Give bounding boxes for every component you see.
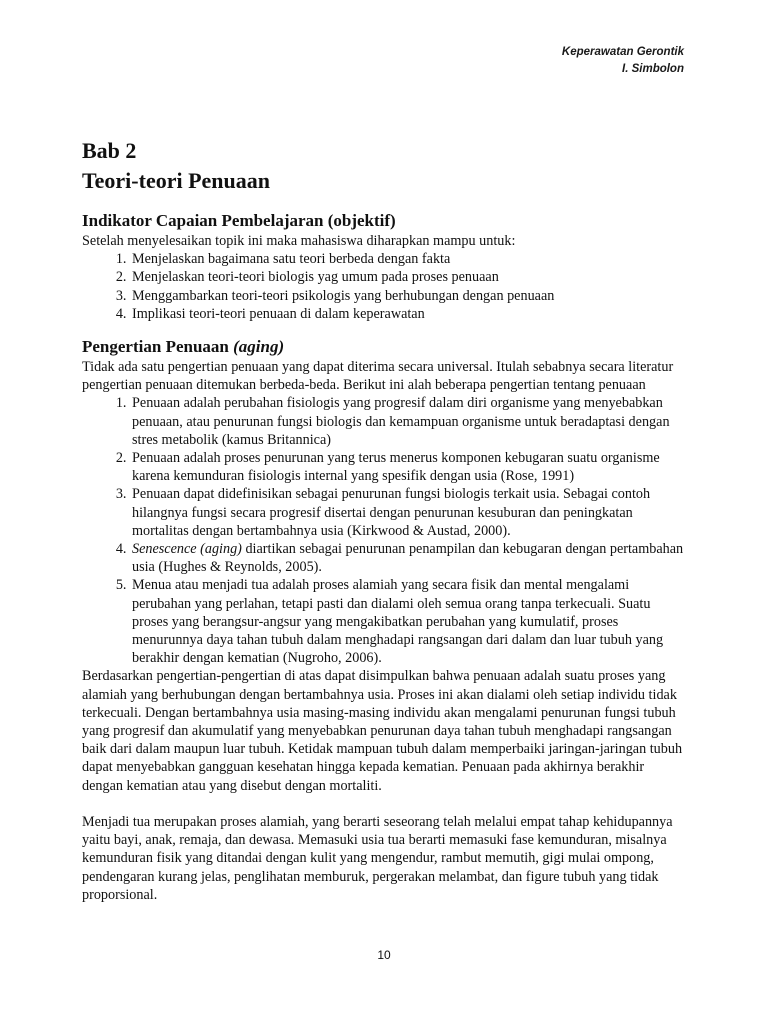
page-number: 10 <box>377 948 391 962</box>
list-item <box>130 540 688 576</box>
list-item: 3. Menggambarkan teori-teori psikologis yang berhubungan dengan penuaan <box>130 287 688 305</box>
objectives-section <box>82 210 688 323</box>
list-item-text: Penuaan adalah proses penurunan yang terus menerus komponen kebugaran suatu organisme karena kemunduran fisiologis internal yang spesifik dengan usia (Rose, 1991) <box>132 450 660 485</box>
definition-heading-italic: (aging) <box>233 337 285 357</box>
objectives-list <box>82 250 688 323</box>
list-item: 2. Menjelaskan teori-teori biologis yag umum pada proses penuaan <box>130 268 688 286</box>
running-header <box>562 44 684 78</box>
definition-section <box>82 336 688 904</box>
list-item-text: Penuaan adalah perubahan fisiologis yang progresif dalam diri organisme yang menyebabkan penuaan, atau penurunan fungsi biologis dan kemampuan organisme untuk beradaptasi dengan stres metabolik (kamus Britannica) <box>132 395 670 448</box>
list-item <box>130 449 688 485</box>
paragraph-spacer <box>82 795 688 813</box>
list-item: 1. Menjelaskan bagaimana satu teori berbeda dengan fakta <box>130 250 688 268</box>
page-content <box>82 136 688 904</box>
header-author: I. Simbolon <box>622 63 684 75</box>
definition-heading <box>82 336 688 358</box>
chapter-number: Bab 2 <box>82 138 137 163</box>
objectives-heading: Indikator Capaian Pembelajaran (objektif) <box>82 211 396 230</box>
list-item <box>130 485 688 540</box>
list-item-text: Penuaan dapat didefinisikan sebagai penurunan fungsi biologis terkait usia. Sebagai contoh hilangnya fungsi secara progresif disertai dengan penurunan kesuburan dan peningkatan mortalitas dengan bertambahnya usia (Kirkwood & Austad, 2000). <box>132 486 651 539</box>
definition-intro: Tidak ada satu pengertian penuaan yang dapat diterima secara universal. Itulah sebabnya secara literatur pengertian penuaan ditemukan berbeda-beda. Berikut ini alah beberapa pengertian tentang penuaan <box>82 359 674 394</box>
closing-paragraph: Menjadi tua merupakan proses alamiah, yang berarti seseorang telah melalui empat tahap kehidupannya yaitu bayi, anak, remaja, dan dewasa. Memasuki usia tua berarti memasuki fase kemunduran, misalnya kemunduran fisik yang ditandai dengan kulit yang mengendur, rambut memutih, gigi mulai ompong, pendengaran kurang jelas, penglihatan memburuk, pergerakan melambat, dan figure tubuh yang tidak proporsional. <box>82 813 673 903</box>
list-item-text: diartikan sebagai penurunan penampilan dan kebugaran dengan pertambahan usia (Hughes & Reynolds, 2005). <box>132 541 684 576</box>
list-item-italic: Senescence (aging) <box>132 541 242 558</box>
list-item <box>130 394 688 449</box>
conclusion-paragraph: Berdasarkan pengertian-pengertian di atas dapat disimpulkan bahwa penuaan adalah suatu proses yang alamiah yang berhubungan dengan bertambahnya usia. Proses ini akan dialami oleh setiap individu tidak terkecuali. Dengan bertambahnya usia masing-masing individu akan mengalami penurunan fungsi tubuh yang progresif dan akumulatif yang menyebabkan penurunan daya tahan tubuh menghadapi rangsangan baik dari dalam maupun luar tubuh. Ketidak mampuan tubuh dalam memperbaiki jaringan-jaringan tubuh dapat menyebabkan gangguan kesehatan hingga kepada kematian. Penuaan pada akhirnya berakhir dengan kematian atau yang disebut dengan mortaliti. <box>82 668 683 794</box>
definition-list <box>82 394 688 667</box>
list-item <box>130 576 688 667</box>
list-item-text: Menua atau menjadi tua adalah proses alamiah yang secara fisik dan mental mengalami perubahan yang perlahan, tetapi pasti dan dialami oleh semua orang tanpa terkecuali. Suatu proses yang berangsur-angsur yang mengakibatkan perubahan yang kumulatif, proses menurunnya daya tahan tubuh dalam menghadapi rangsangan dari dalam dan luar tubuh yang berakhir dengan kematian (Nugroho, 2006). <box>132 577 664 667</box>
objectives-intro: Setelah menyelesaikan topik ini maka mahasiswa diharapkan mampu untuk: <box>82 233 516 249</box>
chapter-title: Teori-teori Penuaan <box>82 168 270 193</box>
header-course: Keperawatan Gerontik <box>561 46 684 58</box>
definition-heading-text: Pengertian Penuaan <box>82 337 234 357</box>
list-item: 4. Implikasi teori-teori penuaan di dalam keperawatan <box>130 305 688 323</box>
